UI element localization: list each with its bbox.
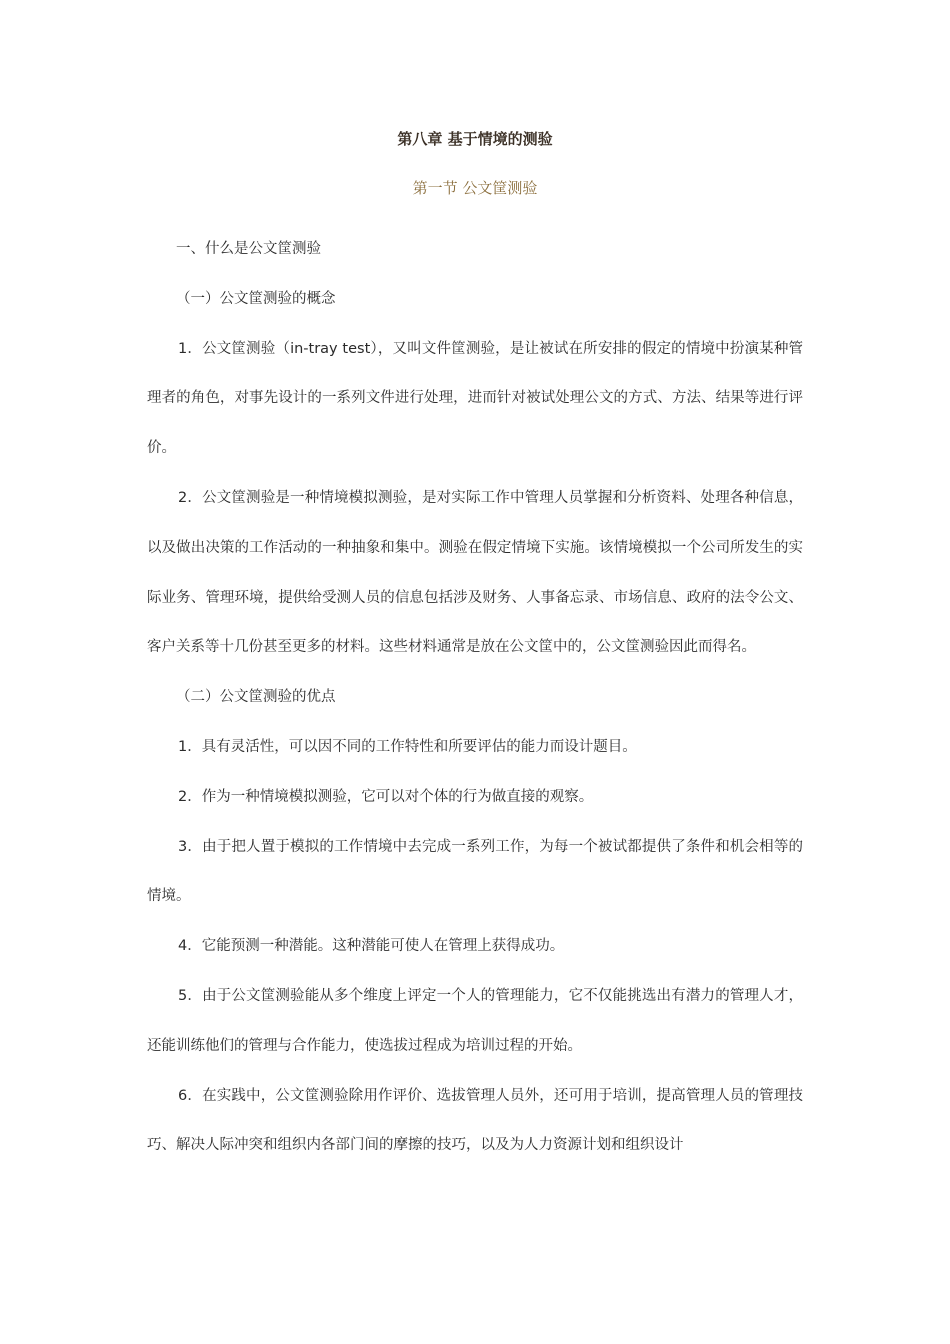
subheading-concept: （一）公文筐测验的概念 [176,290,336,307]
section-title: 第一节 公文筐测验 [412,179,538,197]
advantage-paragraph-6 [147,1072,803,1172]
item-number: 3． [178,838,203,855]
item-number: 1． [178,340,203,357]
paragraph-text: 由于公文筐测验能从多个维度上评定一个人的管理能力，它不仅能挑选出有潜力的管理人才，还能训练他们的管理与合作能力，使选拔过程成为培训过程的开始。 [147,987,804,1054]
item-number: 5． [178,987,203,1004]
advantage-paragraph-1 [147,723,803,773]
chapter-title: 第八章 基于情境的测验 [397,130,553,148]
item-number: 2． [178,788,202,805]
advantage-paragraph-2 [147,773,803,823]
advantage-paragraph-3 [147,823,803,923]
paragraph-text: 公文筐测验是一种情境模拟测验，是对实际工作中管理人员掌握和分析资料、处理各种信息，以及做出决策的工作活动的一种抽象和集中。测验在假定情境下实施。该情境模拟一个公司所发生的实际业务、管理环境，提供给受测人员的信息包括涉及财务、人事备忘录、市场信息、政府的法令公文、客户关系等十几份甚至更多的材料。这些材料通常是放在公文筐中的，公文筐测验因此而得名。 [147,489,804,656]
paragraph-text: 作为一种情境模拟测验，它可以对个体的行为做直接的观察。 [201,788,594,805]
item-number: 2． [178,489,203,506]
concept-paragraph-2 [147,474,803,673]
paragraph-text: 公文筐测验（ [202,340,291,357]
item-number: 4． [178,938,202,955]
item-number: 6． [178,1087,203,1104]
concept-paragraph-1 [147,325,803,474]
heading-what-is: 一、什么是公文筐测验 [176,241,321,257]
paragraph-text: ），又叫文件筐测验，是让被试在所安排的假定的情境中扮演某种管理者的角色，对事先设计的一系列文件进行处理，进而针对被试处理公文的方式、方法、结果等进行评价。 [147,340,803,457]
english-term: in-tray test [290,340,371,357]
item-number: 1． [178,738,202,755]
advantage-paragraph-5 [147,972,803,1072]
subheading-advantages: （二）公文筐测验的优点 [176,689,336,706]
paragraph-text: 它能预测一种潜能。这种潜能可使人在管理上获得成功。 [201,938,565,955]
paragraph-text: 在实践中，公文筐测验除用作评价、选拔管理人员外，还可用于培训，提高管理人员的管理技巧、解决人际冲突和组织内各部门间的摩擦的技巧，以及为人力资源计划和组织设计 [147,1087,804,1154]
paragraph-text: 由于把人置于模拟的工作情境中去完成一系列工作，为每一个被试都提供了条件和机会相等的情境。 [147,838,804,905]
body-text [147,225,803,1171]
advantage-paragraph-4 [147,922,803,972]
paragraph-text: 具有灵活性，可以因不同的工作特性和所要评估的能力而设计题目。 [201,738,637,755]
